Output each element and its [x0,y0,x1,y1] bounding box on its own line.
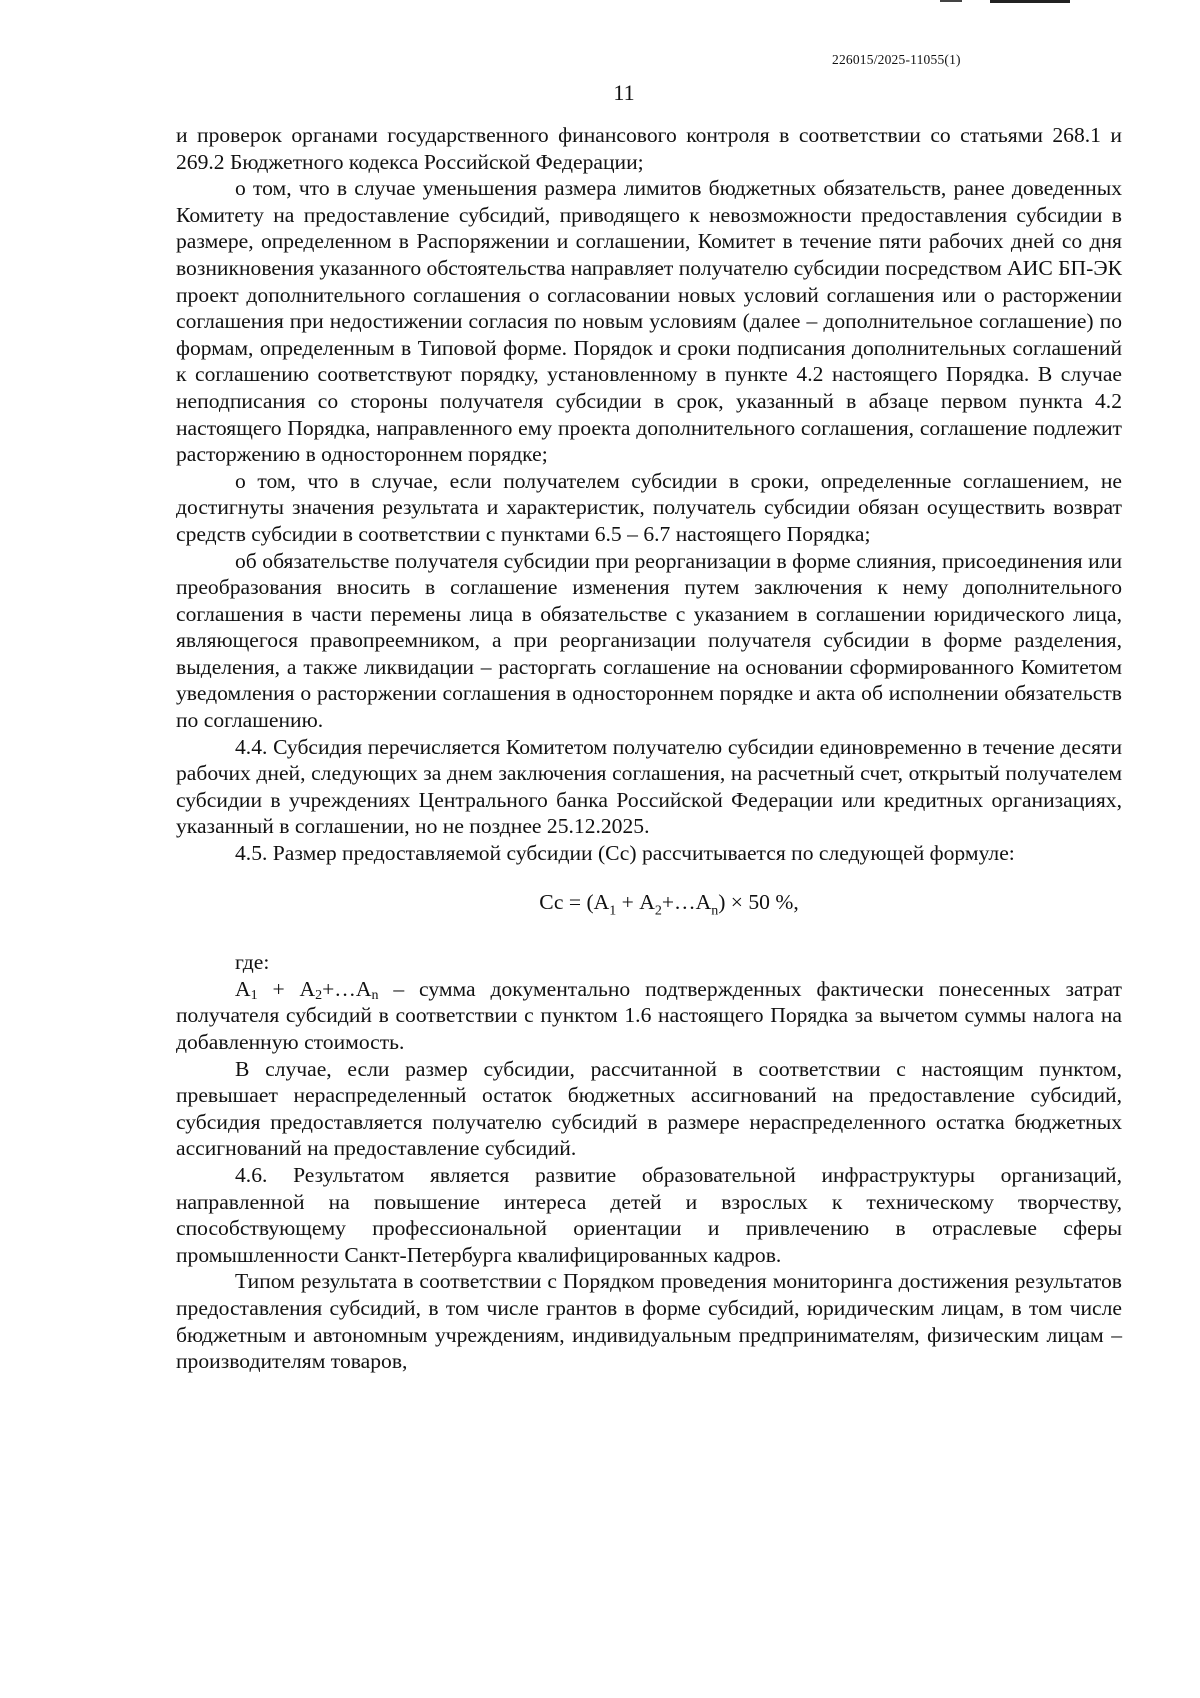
paragraph: В случае, если размер субсидии, рассчитанной в соответствии с настоящим пунктом, превышает нераспределенный остаток бюджетных ассигнований на предоставление субсидий, субсидия предоставляется получателю субсидий в размере нераспределенного остатка бюджетных ассигнований на предоставление субсидий. [176,1056,1122,1161]
document-registration-number: 226015/2025-11055(1) [832,52,961,67]
scan-artifact [940,0,962,2]
document-body [176,122,1122,1375]
paragraph: о том, что в случае уменьшения размера лимитов бюджетных обязательств, ранее доведенных Комитету на предоставление субсидий, приводящего к невозможности предоставления субсидии в размере, определенном в Распоряжении и соглашении, Комитет в течение пяти рабочих дней со дня возникновения указанного обстоятельства направляет получателю субсидии посредством АИС БП-ЭК проект дополнительного соглашения о согласовании новых условий соглашения или о расторжении соглашения при недостижении согласия по новым условиям (далее – дополнительное соглашение) по формам, определенным в Типовой форме. Порядок и сроки подписания дополнительных соглашений к соглашению соответствуют порядку, установленному в пункте 4.2 настоящего Порядка. В случае неподписания со стороны получателя субсидии в срок, указанный в абзаце первом пункта 4.2 настоящего Порядка, направленного ему проекта дополнительного соглашения, соглашение подлежит расторжению в одностороннем порядке; [176,176,1122,467]
paragraph-where: где: [235,950,270,975]
paragraph-4-6: 4.6. Результатом является развитие образовательной инфраструктуры организаций, направленной на повышение интереса детей и взрослых к техническому творчеству, способствующему профессиональной ориентации и привлечению в отраслевые сферы промышленности Санкт-Петербурга квалифицированных кадров. [176,1162,1122,1267]
paragraph-sum-definition: $А_1$ + $А_2+\dots А_n$ – сумма документально подтвержденных фактически понесенных затрат получателя субсидий в соответствии с пунктом 1.6 настоящего Порядка за вычетом суммы налога на добавленную стоимость. [176,976,1122,1054]
paragraph: и проверок органами государственного финансового контроля в соответствии со статьями 268.1 и 269.2 Бюджетного кодекса Российской Федерации; [176,123,1122,174]
paragraph: о том, что в случае, если получателем субсидии в сроки, определенные соглашением, не достигнуты значения результата и характеристик, получатель субсидии обязан осуществить возврат средств субсидии в соответствии с пунктами 6.5 – 6.7 настоящего Порядка; [176,468,1122,546]
paragraph-4-4: 4.4. Субсидия перечисляется Комитетом получателю субсидии единовременно в течение десяти рабочих дней, следующих за днем заключения соглашения, на расчетный счет, открытый получателем субсидии в учреждениях Центрального банка Российской Федерации или кредитных организациях, указанный в соглашении, но не позднее 25.12.2025. [176,734,1122,839]
paragraph-4-5: 4.5. Размер предоставляемой субсидии (Сс) рассчитывается по следующей формуле: [235,841,1015,866]
scan-artifact [990,0,1070,3]
paragraph: об обязательстве получателя субсидии при реорганизации в форме слияния, присоединения или преобразования вносить в соглашение изменения путем заключения к нему дополнительного соглашения в части перемены лица в обязательстве с указанием в соглашении юридического лица, являющегося правопреемником, а при реорганизации получателя субсидии в форме разделения, выделения, а также ликвидации – расторгать соглашение на основании сформированного Комитетом уведомления о расторжении соглашения в одностороннем порядке и акта об исполнении обязательств по соглашению. [176,548,1122,733]
subsidy-formula: Сс = ($А_1$ + $А_2+\dots А_n) \times 50$ %, [539,889,799,918]
paragraph: Типом результата в соответствии с Порядком проведения мониторинга достижения результатов предоставления субсидий, в том числе грантов в форме субсидий, юридическим лицам, в том числе бюджетным и автономным учреждениям, индивидуальным предпринимателям, физическим лицам – производителям товаров, [176,1269,1122,1374]
page-number: 11 [613,80,635,105]
